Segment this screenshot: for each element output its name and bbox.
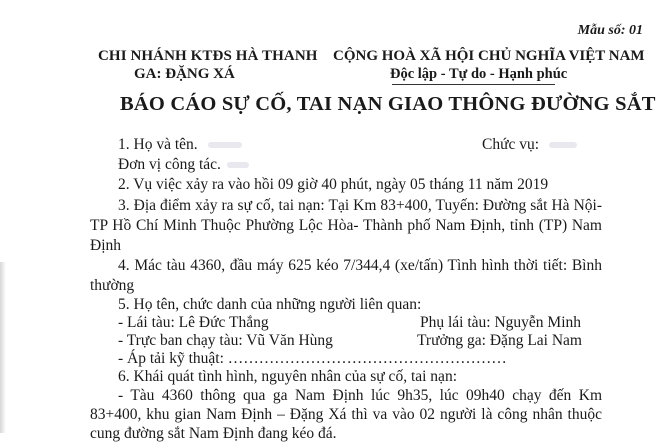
item-name-label: 1. Họ và tên. <box>118 136 198 153</box>
item-location <box>90 196 602 256</box>
dispatcher: - Trực ban chạy tàu: Vũ Văn Hùng <box>118 332 333 349</box>
item-summary: 6. Khái quát tình hình, nguyên nhân của sự cố, tai nạn: <box>118 368 457 385</box>
form-number: Mẫu số: 01 <box>577 23 643 38</box>
redacted-position <box>549 142 577 148</box>
national-title: CỘNG HOÀ XÃ HỘI CHỦ NGHĨA VIỆT NAM <box>333 48 645 64</box>
item-train <box>90 256 602 296</box>
item-time: 2. Vụ việc xảy ra vào hồi 09 giờ 40 phút, ngày 05 tháng 11 năm 2019 <box>118 176 549 193</box>
station-master: Trưởng ga: Đặng Lai Nam <box>417 332 582 349</box>
report-title: BÁO CÁO SỰ CỐ, TAI NẠN GIAO THÔNG ĐƯỜNG SẮT <box>120 93 656 115</box>
item-position <box>482 136 577 154</box>
redacted-unit <box>227 162 249 168</box>
driver: - Lái tàu: Lê Đức Thắng <box>118 314 269 331</box>
item-unit-label: Đơn vị công tác. <box>118 156 221 173</box>
item-train-text: 4. Mác tàu 4360, đầu máy 625 kéo 7/344,4 (xe/tấn) Tình hình thời tiết: Bình thường <box>90 257 602 294</box>
item-name <box>118 136 242 154</box>
motto-underline <box>392 84 555 85</box>
national-motto: Độc lập - Tự do - Hạnh phúc <box>390 66 568 82</box>
page-shadow <box>0 262 6 433</box>
station-name: GA: ĐẶNG XÁ <box>134 66 235 82</box>
technical-escort: - Áp tải kỹ thuật: ……………………………………………… <box>118 350 507 367</box>
item-summary-detail <box>90 386 602 443</box>
item-summary-detail-text: - Tàu 4360 thông qua ga Nam Định lúc 9h35, lúc 09h40 chạy đến Km 83+400, khu gian Nam Định – Đặng Xá thì va vào 02 người là công nhân thuộc cung đường sắt Nam Định đang kéo đá. <box>90 387 602 442</box>
organization-name: CHI NHÁNH KTĐS HÀ THANH <box>98 48 318 64</box>
redacted-name <box>208 142 242 148</box>
item-people: 5. Họ tên, chức danh của những người liên quan: <box>118 296 422 313</box>
item-location-text: 3. Địa điểm xảy ra sự cố, tai nạn: Tại Km 83+400, Tuyến: Đường sắt Hà Nội- TP Hồ Chí Minh Thuộc Phường Lộc Hòa- Thành phố Nam Định, tỉnh (TP) Nam Định <box>90 197 602 254</box>
item-position-label: Chức vụ: <box>482 136 540 153</box>
assistant-driver: Phụ lái tàu: Nguyễn Minh <box>420 314 582 331</box>
item-unit <box>118 156 249 174</box>
